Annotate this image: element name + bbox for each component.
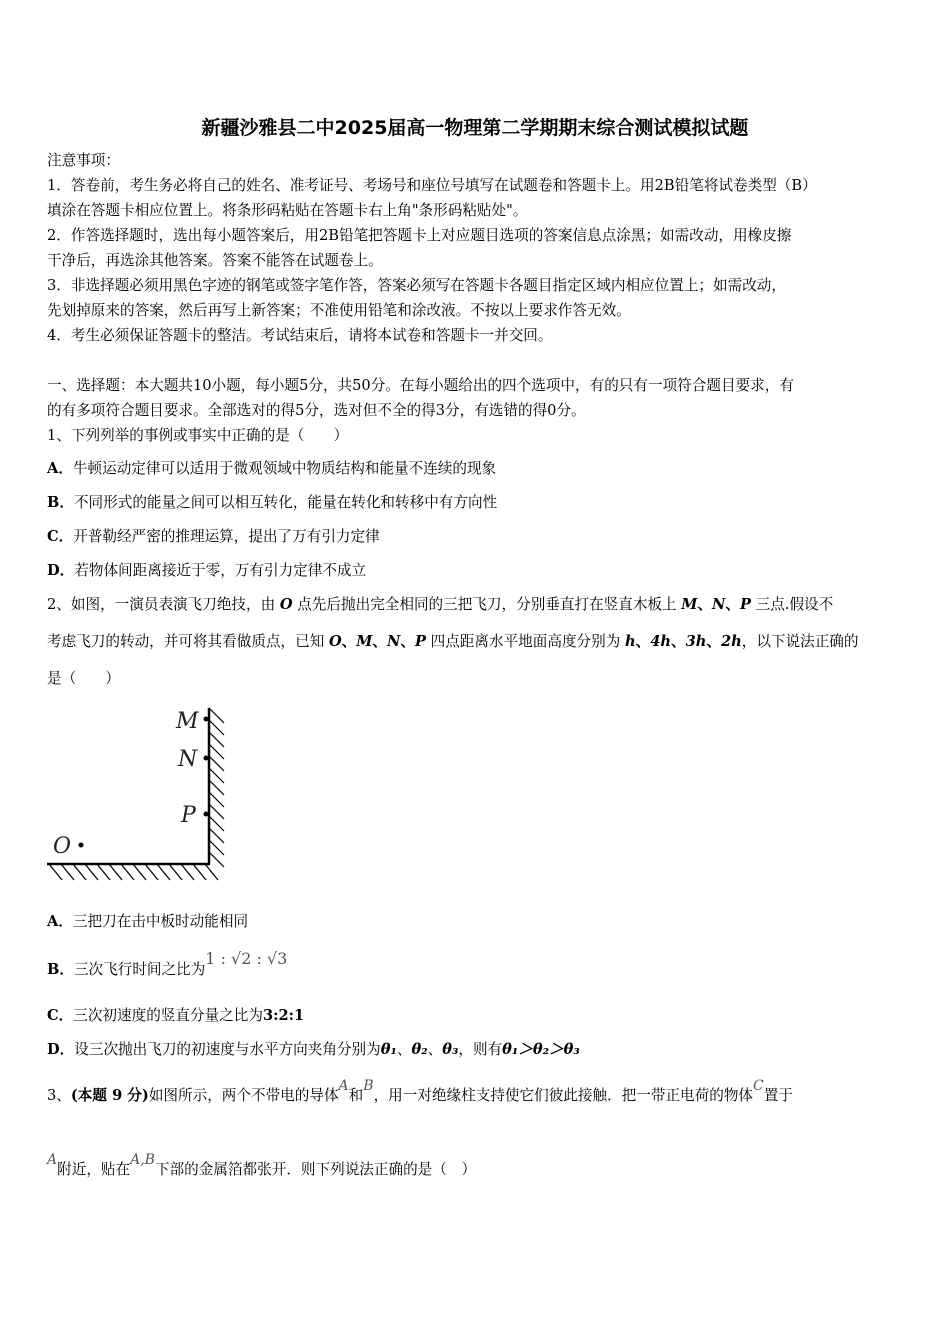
notice-line: 干净后，再选涂其他答案。答案不能答在试题卷上。 <box>47 252 383 269</box>
q3-stem-line1 <box>47 1078 793 1106</box>
option-label: D． <box>47 1041 75 1058</box>
option-label: B． <box>47 961 74 978</box>
notice-line: 4．考生必须保证答题卡的整洁。考试结束后，请将本试卷和答题卡一并交回。 <box>47 327 553 344</box>
option-text: 若物体间距离接近于零，万有引力定律不成立 <box>74 562 367 579</box>
text: 、 <box>396 1041 412 1058</box>
option-label: C． <box>47 1007 74 1024</box>
theta-1: θ₁ <box>380 1041 397 1058</box>
height-h: h <box>624 633 636 650</box>
text: 置于 <box>763 1087 793 1104</box>
page-title: 新疆沙雅县二中2025届高一物理第二学期期末综合测试模拟试题 <box>201 117 749 139</box>
text: 四点距离水平地面高度分别为 <box>425 633 625 650</box>
theta-3: θ₃ <box>442 1041 459 1058</box>
notice-line: 填涂在答题卡相应位置上。将条形码粘贴在答题卡右上角"条形码粘贴处"。 <box>47 202 528 219</box>
time-ratio-formula: 1 : √2 : √3 <box>205 949 288 968</box>
conductor-a: A <box>47 1152 58 1168</box>
point-n: N <box>387 633 401 650</box>
notice-line: 2．作答选择题时，选出每小题答案后，用2B铅笔把答题卡上对应题目选项的答案信息点涂黑；如需改动，用橡皮擦 <box>47 227 792 244</box>
q2-option-b <box>47 949 288 980</box>
option-text: 设三次抛出飞刀的初速度与水平方向夹角分别为 <box>74 1041 381 1058</box>
point-p: P <box>740 596 751 613</box>
point-n: N <box>712 596 726 613</box>
option-text: 三把刀在击中板时动能相同 <box>72 913 249 930</box>
object-c: C <box>753 1078 764 1094</box>
text: 和 <box>348 1087 364 1104</box>
point-o-dot <box>79 843 84 848</box>
text: 、 <box>697 596 713 613</box>
text: 三点.假设不 <box>750 596 834 613</box>
text: 、 <box>670 633 686 650</box>
wall-hatch <box>209 708 224 867</box>
text: 考虑飞刀的转动，并可将其看做质点，已知 <box>47 633 329 650</box>
option-text: 三次初速度的竖直分量之比为 <box>73 1007 263 1024</box>
q2-option-c <box>47 1006 304 1026</box>
q3-stem-line2 <box>47 1152 477 1180</box>
height-2h: 2h <box>720 633 742 650</box>
notice-line: 1．答卷前，考生务必将自己的姓名、准考证号、考场号和座位号填写在试题卷和答题卡上。用2B铅笔将试卷类型（B） <box>47 177 817 194</box>
text: 、 <box>635 633 651 650</box>
q1-option-c <box>47 527 380 547</box>
text: ，用一对绝缘柱支持使它们彼此接触．把一带正电荷的物体 <box>373 1087 754 1104</box>
q1-option-d <box>47 561 366 581</box>
q2-option-a <box>47 912 248 932</box>
q2-stem-line1 <box>47 595 833 615</box>
text: 2、如图，一演员表演飞刀绝技，由 <box>47 596 280 613</box>
label-o: O <box>53 834 72 859</box>
text: 、 <box>372 633 388 650</box>
q1-option-b <box>47 493 497 513</box>
text: 如图所示，两个不带电的导体 <box>148 1087 339 1104</box>
option-label: C． <box>47 528 74 545</box>
label-n: N <box>178 747 198 772</box>
option-text: 不同形式的能量之间可以相互转化，能量在转化和转移中有方向性 <box>73 494 498 511</box>
text: 、 <box>706 633 721 650</box>
height-3h: 3h <box>685 633 707 650</box>
height-4h: 4h <box>650 633 671 650</box>
conductors-ab: A,B <box>130 1152 155 1168</box>
option-text: 开普勒经严密的推理运算，提出了万有引力定律 <box>73 528 380 545</box>
text: ，则有 <box>458 1041 503 1058</box>
text: 、 <box>341 633 357 650</box>
text: 、 <box>400 633 415 650</box>
point-p-dot <box>204 812 209 817</box>
q2-stem-line2 <box>47 632 858 652</box>
option-label: A． <box>47 913 73 930</box>
q3-score: (本题 9 分) <box>70 1087 149 1104</box>
text: 3、 <box>47 1087 71 1104</box>
option-label: B． <box>47 494 74 511</box>
notice-line: 3．非选择题必须用黑色字迹的钢笔或签字笔作答，答案必须写在答题卡各题目指定区域内相应位置上；如需改动， <box>47 277 786 294</box>
theta-inequality: θ₁＞θ₂＞θ₃ <box>502 1041 580 1058</box>
point-m-dot <box>204 717 209 722</box>
text: 点先后抛出完全相同的三把飞刀，分别垂直打在竖直木板上 <box>292 596 682 613</box>
section-header-line: 的有多项符合题目要求。全部选对的得5分，选对但不全的得3分，有选错的得0分。 <box>47 402 586 419</box>
floor-hatch <box>49 864 218 880</box>
notice-line: 先划掉原来的答案，然后再写上新答案；不准使用铅笔和涂改液。不按以上要求作答无效。 <box>47 302 631 319</box>
option-text: 牛顿运动定律可以适用于微观领域中物质结构和能量不连续的现象 <box>72 460 497 477</box>
theta-2: θ₂ <box>411 1041 428 1058</box>
point-m: M <box>681 596 698 613</box>
label-p: P <box>181 803 196 828</box>
text: 、 <box>427 1041 443 1058</box>
section-header-line: 一、选择题：本大题共10小题，每小题5分，共50分。在每小题给出的四个选项中，有的只有一项符合题目要求，有 <box>47 377 794 394</box>
point-o: O <box>328 633 342 650</box>
option-text: 三次飞行时间之比为 <box>73 961 206 978</box>
text: 下部的金属箔都张开．则下列说法正确的是（ ） <box>154 1161 477 1178</box>
text: 、 <box>725 596 740 613</box>
point-m: M <box>356 633 373 650</box>
notice-heading: 注意事项： <box>47 152 120 169</box>
q2-option-d <box>47 1040 580 1060</box>
point-o: O <box>279 596 293 613</box>
text: 附近，贴在 <box>57 1161 131 1178</box>
q1-stem: 1、下列列举的事例或事实中正确的是（ ） <box>47 427 349 444</box>
text: ，以下说法正确的 <box>741 633 859 650</box>
q2-stem-line3: 是（ ） <box>47 670 120 687</box>
option-label: D． <box>47 562 75 579</box>
conductor-a: A <box>338 1078 349 1094</box>
point-p: P <box>414 633 426 650</box>
conductor-b: B <box>363 1078 374 1094</box>
ratio-value: 3:2:1 <box>262 1007 305 1024</box>
q1-option-a <box>47 459 496 479</box>
option-label: A． <box>47 460 73 477</box>
label-m: M <box>176 709 199 734</box>
q2-figure <box>44 700 244 890</box>
point-n-dot <box>204 756 209 761</box>
